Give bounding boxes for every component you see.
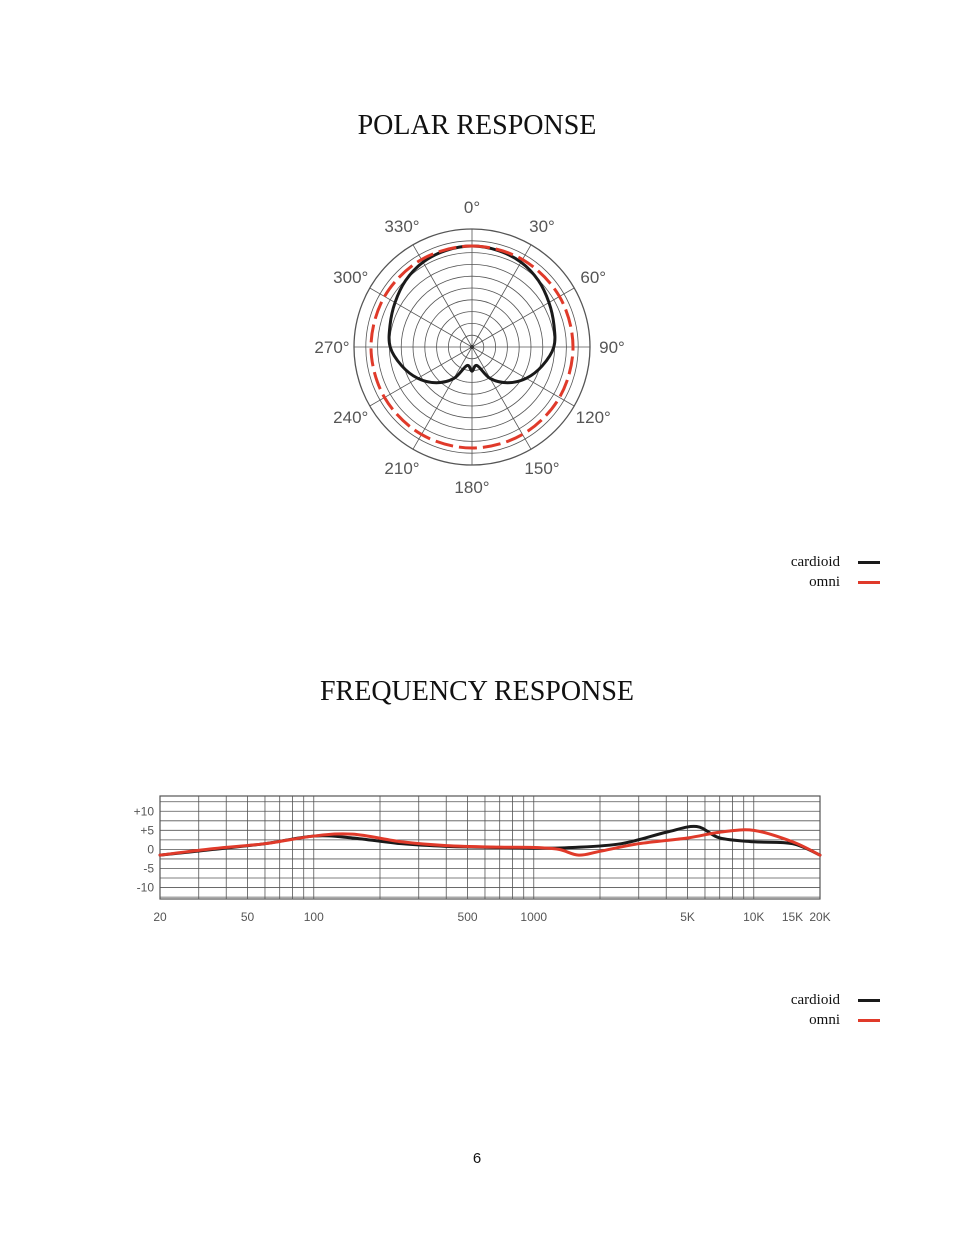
- polar-response-title: POLAR RESPONSE: [357, 110, 597, 141]
- legend-item-cardioid: [791, 552, 880, 572]
- freq-x-tick-label: 20K: [809, 910, 831, 924]
- frequency-legend: [791, 990, 880, 1030]
- polar-angle-label: 180°: [454, 478, 490, 497]
- polar-center-dot: [470, 345, 474, 349]
- freq-x-tick-label: 100: [303, 910, 324, 924]
- page-number: 6: [472, 1150, 482, 1167]
- legend-swatch-cardioid: [858, 999, 880, 1002]
- legend-label: cardioid: [790, 553, 840, 570]
- polar-angle-label: 270°: [314, 338, 350, 357]
- freq-y-tick-label: -10: [136, 880, 154, 895]
- polar-spoke: [370, 288, 472, 347]
- polar-spoke: [472, 347, 531, 449]
- legend-item-cardioid: [791, 990, 880, 1010]
- freq-y-tick-label: 0: [147, 842, 154, 857]
- freq-x-tick-label: 1000: [520, 910, 548, 924]
- polar-angle-label: 240°: [333, 408, 369, 427]
- legend-item-omni: [791, 572, 880, 592]
- legend-label: omni: [809, 1011, 840, 1028]
- polar-legend: [791, 552, 880, 592]
- polar-angle-label: 0°: [463, 198, 481, 217]
- polar-angle-label: 90°: [599, 338, 625, 357]
- legend-swatch-omni: [858, 1019, 880, 1022]
- legend-label: cardioid: [790, 991, 840, 1008]
- frequency-response-title: FREQUENCY RESPONSE: [319, 676, 634, 707]
- legend-item-omni: [791, 1010, 880, 1030]
- freq-x-tick-label: 5K: [680, 910, 695, 924]
- polar-angle-label: 150°: [524, 459, 560, 479]
- freq-y-tick-label: +5: [140, 823, 154, 838]
- freq-x-tick-label: 500: [457, 910, 478, 924]
- legend-label: omni: [809, 573, 840, 590]
- frequency-response-chart: [0, 780, 954, 940]
- freq-x-tick-label: 50: [240, 910, 255, 924]
- polar-angle-label: 120°: [575, 408, 611, 427]
- polar-angle-label: 330°: [384, 216, 420, 236]
- freq-y-tick-label: -5: [143, 861, 154, 876]
- polar-angle-label: 60°: [580, 268, 607, 287]
- freq-x-tick-label: 20: [153, 910, 167, 924]
- polar-response-chart: [0, 150, 954, 550]
- freq-x-tick-label: 10K: [743, 910, 765, 924]
- polar-angle-label: 300°: [333, 268, 369, 287]
- legend-swatch-cardioid: [858, 561, 880, 564]
- legend-swatch-omni: [858, 581, 880, 584]
- freq-x-tick-label: 15K: [781, 910, 804, 924]
- polar-angle-label: 210°: [384, 459, 420, 479]
- freq-series-omni: [160, 830, 820, 855]
- freq-y-tick-label: +10: [133, 804, 154, 819]
- polar-angle-label: 30°: [529, 216, 555, 236]
